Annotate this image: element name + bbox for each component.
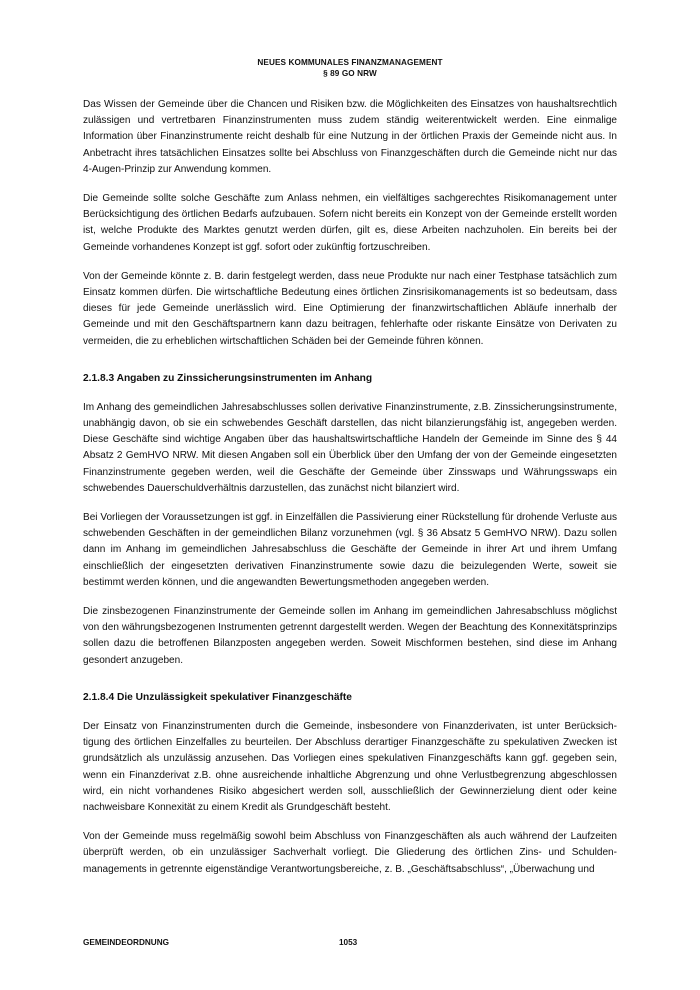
paragraph: Von der Gemeinde könnte z. B. darin festgelegt werden, dass neue Produkte nur nach einer Testphase tatsächlich zum Einsatz kommen dürfen. Die wirtschaftliche Bedeutung eines örtlichen Zinsrisikomanagements ist so bedeutsam, dass dieses für jede Gemeinde unerlässlich wird. Eine Optimierung der finanzwirtschaftlichen Abläufe innerhalb der Gemeinde und mit den Geschäftspartnern kann dazu beitragen, fehlerhafte oder riskante Einsätze von Derivaten zu vermeiden, die zu erheblichen wirtschaftlichen Schäden bei der Gemeinde führen können. [83,270,617,347]
paragraph: Die zinsbezogenen Finanzinstrumente der Gemeinde sollen im Anhang im gemeindlichen Jahresabschluss möglichst von den währungsbezogenen Instrumenten getrennt dargestellt werden. Wegen der Beachtung des Konnexitätsprinzips sollen dazu die betroffenen Bilanzposten angegeben werden. Soweit Mischformen bestehen, sind diese im Anhang gesondert anzugeben. [83,606,617,666]
paragraph: Bei Vorliegen der Voraussetzungen ist ggf. in Einzelfällen die Passivierung einer Rückstellung für drohende Verluste aus schwebenden Geschäften in der gemeindlichen Bilanz vorzunehmen (vgl. § 36 Absatz 5 GemHVO NRW). Dazu sollen dann im Anhang im gemeindlichen Jahresabschluss die Geschäfte der Gemeinde in ihrer Art und ihrem Umfang einschließlich der eingesetzten derivativen Finanzinstrumente sowie dazu die beizulegenden Werte, soweit sie bestimmt werden können, und die angewandten Bewertungsmethoden angegeben werden. [83,512,617,588]
running-header [0,57,700,79]
paragraph: Die Gemeinde sollte solche Geschäfte zum Anlass nehmen, ein vielfältiges sachgerechtes Risikomanagement unter Berücksichtigung des örtlichen Bedarfs aufzubauen. Sofern nicht bereits ein Konzept von der Gemeinde erstellt worden ist, welche Produkte des Marktes genutzt werden dürfen, gilt es, diese Arbeiten nachzuholen. Ein bereits bei der Gemeinde vorhandenes Konzept ist ggf. sofort oder zukünftig fortzuschreiben. [83,193,617,253]
paragraph: Das Wissen der Gemeinde über die Chancen und Risiken bzw. die Möglichkeiten des Einsatzes von haushaltsrechtlich zulässigen und vertretbaren Finanzinstrumenten muss zudem ständig weiterentwickelt werden. Eine einmalige Information über Finanzinstrumente reicht deshalb für eine Nutzung in der örtlichen Praxis der Gemeinde nicht aus. In Anbetracht ihres tatsächlichen Einsatzes sollte bei Abschluss von Finanzgeschäften durch die Gemeinde nicht nur das 4-Augen-Prinzip zur Anwendung kommen. [83,99,617,175]
header-title: NEUES KOMMUNALES FINANZMANAGEMENT [257,58,443,67]
header-section: § 89 GO NRW [323,69,377,78]
section-heading: 2.1.8.3 Angaben zu Zinssicherungsinstrumenten im Anhang [83,372,373,384]
footer-label: GEMEINDEORDNUNG [83,938,169,947]
page-number: 1053 [339,938,358,947]
section-heading: 2.1.8.4 Die Unzulässigkeit spekulativer Finanzgeschäfte [83,691,352,703]
paragraph: Von der Gemeinde muss regelmäßig sowohl beim Abschluss von Finanzgeschäften als auch während der Laufzeiten überprüft werden, ob ein unzulässiger Sachverhalt vorliegt. Die Gliederung des örtlichen Zins- und Schuldenmanagements in getrennte eigenständige Verantwortungsbereiche, z. B. „Geschäftsabschluss“, „Überwachung und [83,831,617,875]
paragraph: Im Anhang des gemeindlichen Jahresabschlusses sollen derivative Finanzinstrumente, z.B. Zinssicherungsinstrumente, unabhängig davon, ob sie ein schwebendes Geschäft darstellen, das nicht bilanzierungsfähig ist, angegeben werden. Diese Geschäfte sind wichtige Angaben über das haushaltswirtschaftliche Handeln der Gemeinde im Sinne des § 44 Absatz 2 GemHVO NRW. Mit diesen Angaben soll ein Überblick über den Umfang der von der Gemeinde eingesetzten Finanzinstrumente gegeben werden, weil die Geschäfte der Gemeinde über Zinsswaps und Währungsswaps ein schwebendes Dauerschuldverhältnis darzustellen, das zunächst nicht bilanziert wird. [83,401,617,494]
paragraph: Der Einsatz von Finanzinstrumenten durch die Gemeinde, insbesondere von Finanzderivaten, ist unter Berücksichtigung des örtlichen Einzelfalles zu beurteilen. Der Abschluss derartiger Finanzgeschäfte zu spekulativen Zwecken ist grundsätzlich als unzulässig anzusehen. Das Vorliegen eines spekulativen Finanzgeschäfts kann ggf. gegeben sein, wenn ein Finanzderivat z.B. ohne ausreichende inhaltliche Abgrenzung und ohne Verlustbegrenzung abgeschlossen wird, ein nicht vorhandenes Risiko abgesichert werden soll, ausschließlich der Gewinnerzielung dient oder keine nachweisbare Konnexität zu einem Kredit als Grundgeschäft besteht. [83,720,617,813]
document-body [83,97,617,878]
